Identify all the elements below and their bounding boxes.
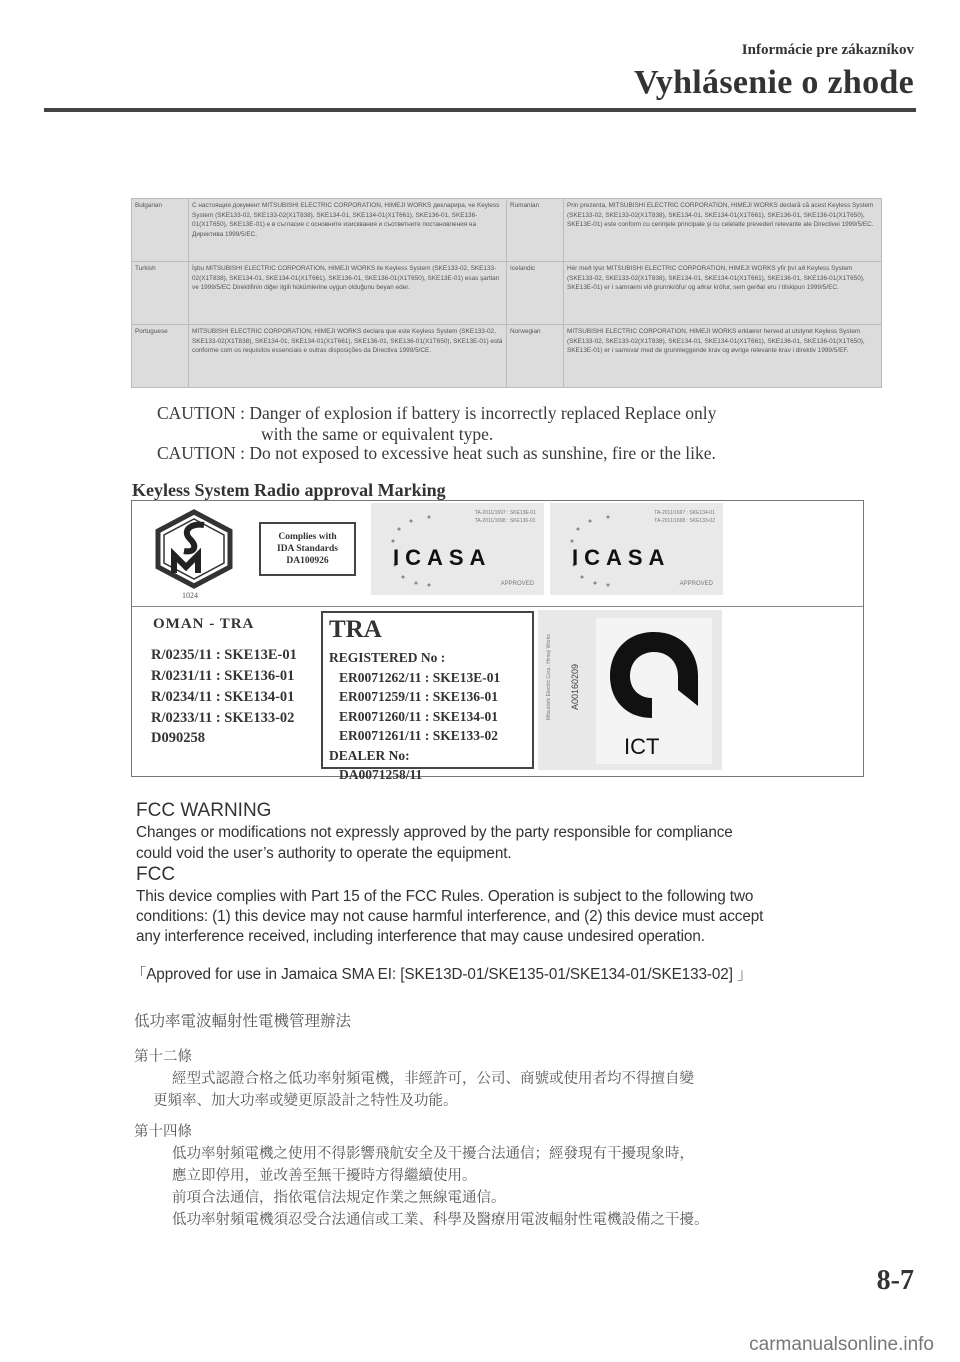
declaration-table — [131, 198, 882, 388]
ta-line: TA-2011/1698 : SKE133-02 — [654, 518, 715, 524]
taiwan-title: 低功率電波輻射性電機管理辦法 — [134, 1012, 352, 1030]
fcc-text: any interference received, including interference that may cause undesired operation. — [136, 928, 705, 945]
oman-line: D090258 — [151, 730, 205, 747]
tra-line: ER0071262/11 : SKE13E-01 — [339, 669, 501, 685]
article-text: 更頻率、加大功率或變更原設計之特性及功能。 — [153, 1093, 458, 1109]
caution-battery-cont: with the same or equivalent type. — [261, 424, 494, 444]
article-heading: 第十二條 — [134, 1049, 192, 1065]
ict-logo — [596, 618, 712, 764]
caution-battery: CAUTION : Danger of explosion if battery is incorrectly replaced Replace only — [157, 403, 717, 423]
table-row — [132, 325, 882, 388]
ta-numbers — [475, 509, 536, 525]
approved-text: APPROVED — [679, 581, 713, 587]
tra-title: TRA — [329, 616, 382, 643]
ida-label — [259, 522, 356, 576]
marking-row-top — [132, 501, 863, 607]
ta-numbers — [654, 509, 715, 525]
language-cell: Bulgarian — [132, 199, 189, 262]
oman-line: R/0234/11 : SKE134-01 — [151, 688, 295, 705]
article-text: 應立即停用，並改善至無干擾時方得繼續使用。 — [172, 1168, 477, 1184]
icasa-label-1 — [371, 503, 544, 595]
ict-label — [538, 610, 722, 770]
sm-mark-icon — [154, 509, 234, 589]
ida-line: Complies with — [278, 532, 337, 542]
fcc-warning-title: FCC WARNING — [136, 800, 272, 821]
ict-maker: Mitsubishi Electric Corp., Himeji Works — [546, 634, 552, 720]
icasa-logo: ICASA — [572, 545, 671, 570]
ta-line: TA-2011/1697 : SKE13E-01 — [474, 510, 536, 516]
sm-number: 1024 — [182, 591, 198, 600]
ict-code: A00160209 — [570, 663, 580, 710]
declaration-cell: С настоящия документ MITSUBISHI ELECTRIC CORPORATION, HIMEJI WORKS декларира, че Keyless System (SKE133-02, SKE133-02(X1T838), SKE134-01, SKE134-01(X1T661), SKE136-01, SKE136-01(X1T650), SKE13E-01) е в съгласие с основните изисквания и съответните постановления на Директива 1999/5/ЕС. — [189, 199, 507, 262]
ta-line: TA-2011/1698 : SKE136-01 — [474, 518, 536, 524]
table-row — [132, 199, 882, 262]
fcc-title: FCC — [136, 864, 176, 885]
language-cell: Rumanian — [507, 199, 564, 262]
watermark: carmanualsonline.info — [749, 1334, 934, 1355]
declaration-cell: Hér með lýsir MITSUBISHI ELECTRIC CORPORATION, HIMEJI WORKS yfir því að Keyless System (SKE133-02, SKE133-02(X1T838), SKE134-01, SKE134-01(X1T661), SKE136-01, SKE136-01(X1T650), SKE13E-01) er í samræmi við grunnkröfur og aðrar kröfur, sem gerðar eru í tilskipun 1999/5/EC. — [564, 262, 882, 325]
language-cell: Turkish — [132, 262, 189, 325]
tra-dealer: DEALER No: — [329, 747, 410, 763]
article-text: 前項合法通信，指依電信法規定作業之無線電通信。 — [172, 1190, 506, 1206]
table-row — [132, 262, 882, 325]
language-cell: Portuguese — [132, 325, 189, 388]
ta-line: TA-2011/1697 : SKE134-01 — [654, 510, 715, 516]
oman-tra-block — [151, 614, 297, 749]
page-title: Vyhlásenie o zhode — [634, 64, 914, 101]
oman-line: R/0235/11 : SKE13E-01 — [151, 647, 297, 664]
page-number: 8-7 — [876, 1265, 914, 1296]
icasa-label-2 — [550, 503, 723, 595]
tra-box — [321, 611, 534, 783]
approved-text: APPROVED — [500, 581, 534, 587]
declaration-cell: MITSUBISHI ELECTRIC CORPORATION, HIMEJI WORKS declara que este Keyless System (SKE133-02, SKE133-02(X1T838), SKE134-01, SKE134-01(X1T661), SKE136-01, SKE136-01(X1T650), SKE13E-01) está conforme com os requisitos essenciais e outras disposições da Directiva 1999/5/CE. — [189, 325, 507, 388]
icasa-logo: ICASA — [393, 545, 492, 570]
article-text: 低功率射頻電機之使用不得影響飛航安全及干擾合法通信；經發現有干擾現象時， — [172, 1146, 694, 1162]
oman-line: R/0231/11 : SKE136-01 — [151, 668, 295, 685]
tra-dealer-no: DA0071258/11 — [339, 767, 423, 783]
declaration-cell: İşbu MITSUBISHI ELECTRIC CORPORATION, HIMEJI WORKS ile Keyless System (SKE133-02, SKE133-02(X1T838), SKE134-01, SKE134-01(X1T661), SKE136-01, SKE136-01(X1T650), SKE13E-01) esas şartları ve 1999/5/EC Direktifinin diğer ilgili hükümlerine uygun olduğunu beyan eder. — [189, 262, 507, 325]
header-rule — [44, 108, 916, 112]
declaration-cell: Prin prezenta, MITSUBISHI ELECTRIC CORPORATION, HIMEJI WORKS declară că acest Keyless System (SKE133-02, SKE133-02(X1T838), SKE134-01, SKE134-01(X1T661), SKE136-01, SKE136-01(X1T650), SKE13E-01) este conform cu cerinţele principale şi cu celelalte prevederi relevante ale Directivei 1999/5/EC. — [564, 199, 882, 262]
tra-line: ER0071259/11 : SKE136-01 — [339, 689, 499, 705]
tra-registered: REGISTERED No : — [329, 650, 446, 665]
language-cell: Norwegian — [507, 325, 564, 388]
ict-text: ICT — [624, 734, 660, 759]
language-cell: Icelandic — [507, 262, 564, 325]
marking-title: Keyless System Radio approval Marking — [132, 480, 446, 500]
article-heading: 第十四條 — [134, 1124, 192, 1140]
ida-line: DA100926 — [286, 555, 329, 566]
article-text: 低功率射頻電機須忍受合法通信或工業、科學及醫療用電波輻射性電機設備之干擾。 — [172, 1212, 709, 1228]
jamaica-approval: 「Approved for use in Jamaica SMA EI: [SKE13D-01/SKE135-01/SKE134-01/SKE133-02] 」 — [131, 966, 753, 983]
declaration-cell: MITSUBISHI ELECTRIC CORPORATION, HIMEJI WORKS erklærer herved at utstyret Keyless System (SKE133-02, SKE133-02(X1T838), SKE134-01, SKE134-01(X1T661), SKE136-01, SKE136-01(X1T650), SKE13E-01) er i samsvar med de grunnleggende krav og øvrige relevante krav i direktiv 1999/5/EF. — [564, 325, 882, 388]
tra-line: ER0071260/11 : SKE134-01 — [339, 708, 499, 724]
tra-line: ER0071261/11 : SKE133-02 — [339, 728, 499, 744]
ida-line: IDA Standards — [277, 543, 338, 554]
article-text: 經型式認證合格之低功率射頻電機，非經許可，公司、商號或使用者均不得擅自變 — [172, 1071, 694, 1087]
fcc-warning-text: Changes or modifications not expressly approved by the party responsible for compliance — [136, 824, 733, 841]
section-subtitle: Informácie pre zákazníkov — [741, 42, 914, 58]
oman-title: OMAN - TRA — [153, 616, 255, 632]
oman-line: R/0233/11 : SKE133-02 — [151, 709, 295, 726]
fcc-text: conditions: (1) this device may not cause harmful interference, and (2) this device must accept — [136, 908, 764, 925]
fcc-warning-text: could void the user’s authority to operate the equipment. — [136, 845, 512, 862]
fcc-text: This device complies with Part 15 of the FCC Rules. Operation is subject to the following two — [136, 888, 754, 905]
approval-marking-panel — [131, 500, 864, 783]
caution-heat: CAUTION : Do not exposed to excessive heat such as sunshine, fire or the like. — [157, 443, 716, 463]
ict-q-icon — [596, 618, 712, 738]
